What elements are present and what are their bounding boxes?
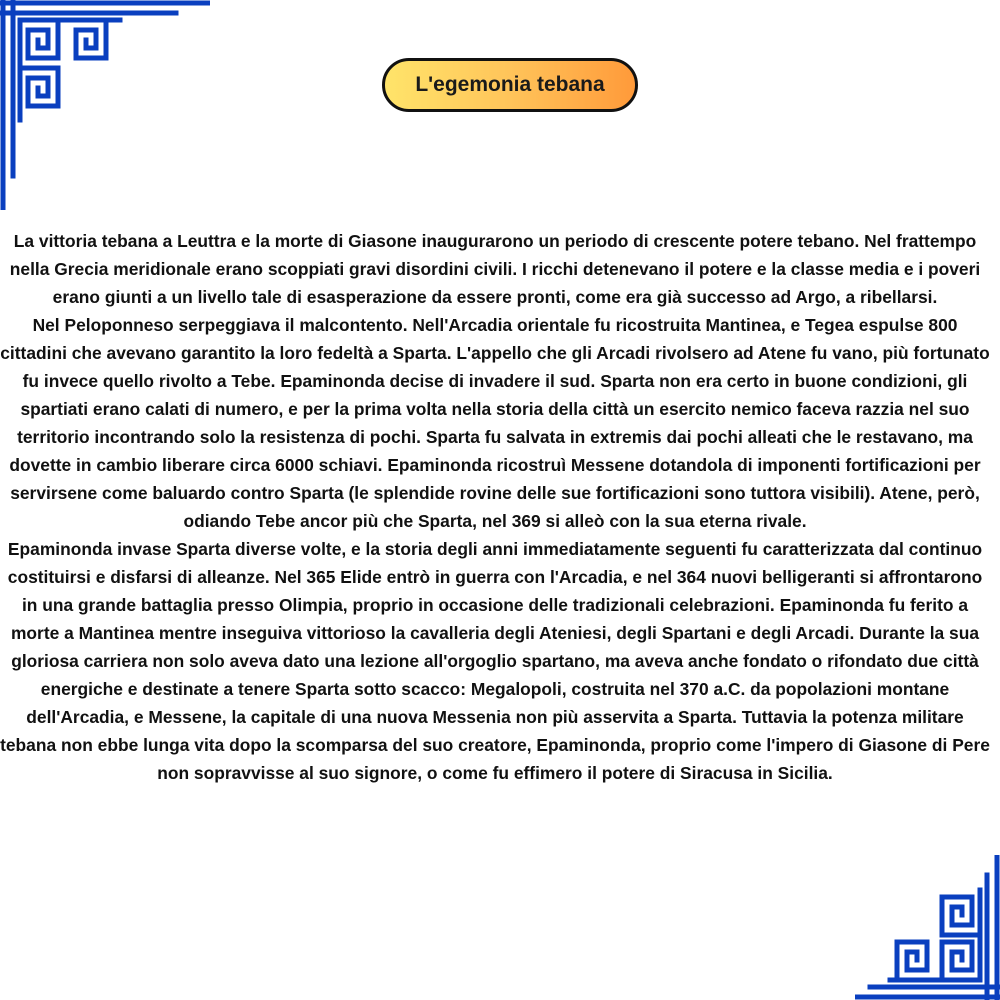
paragraph-2: Nel Peloponneso serpeggiava il malcontento. Nell'Arcadia orientale fu ricostruita Mantinea, e Tegea espulse 800 cittadini che avevano garantito la loro fedeltà a Sparta. L'appello che gli Arcadi rivolsero ad Atene fu vano, più fortunato fu invece quello rivolto a Tebe. Epaminonda decise di invadere il sud. Sparta non era certo in buone condizioni, gli spartiati erano calati di numero, e per la prima volta nella storia della città un esercito nemico faceva razzia nel suo territorio incontrando solo la resistenza di pochi. Sparta fu salvata in extremis dai pochi alleati che le restavano, ma dovette in cambio liberare circa 6000 schiavi. Epaminonda ricostruì Messene dotandola di imponenti fortificazioni per servirsene come baluardo contro Sparta (le splendide rovine delle sue fortificazioni sono tuttora visibili). Atene, però, odiando Tebe ancor più che Sparta, nel 369 si alleò con la sua eterna rivale. — [0, 315, 990, 531]
greek-key-corner-icon — [855, 855, 1000, 1000]
greek-key-corner-icon — [0, 0, 210, 210]
page-title: L'egemonia tebana — [382, 58, 638, 112]
paragraph-1: La vittoria tebana a Leuttra e la morte di Giasone inaugurarono un periodo di crescente potere tebano. Nel frattempo nella Grecia meridionale erano scoppiati gravi disordini civili. I ricchi detenevano il potere e la classe media e i poveri erano giunti a un livello tale di esasperazione da essere pronti, come era già successo ad Argo, a ribellarsi. — [9, 231, 981, 307]
paragraph-3: Epaminonda invase Sparta diverse volte, e la storia degli anni immediatamente seguenti fu caratterizzata dal continuo costituirsi e disfarsi di alleanze. Nel 365 Elide entrò in guerra con l'Arcadia, e nel 364 nuovi belligeranti si affrontarono in una grande battaglia presso Olimpia, proprio in occasione delle tradizionali celebrazioni. Epaminonda fu ferito a morte a Mantinea mentre inseguiva vittorioso la cavalleria degli Ateniesi, degli Spartani e degli Arcadi. Durante la sua gloriosa carriera non solo aveva dato una lezione all'orgoglio spartano, ma aveva anche fondato o rifondato due città energiche e destinate a tenere Sparta sotto scacco: Megalopoli, costruita nel 370 a.C. da popolazioni montane dell'Arcadia, e Messene, la capitale di una nuova Messenia non più asservita a Sparta. Tuttavia la potenza militare tebana non ebbe lunga vita dopo la scomparsa del suo creatore, Epaminonda, proprio come l'impero di Giasone di Pere non sopravvisse al suo signore, o come fu effimero il potere di Siracusa in Sicilia. — [0, 539, 990, 783]
article-body — [0, 227, 990, 787]
